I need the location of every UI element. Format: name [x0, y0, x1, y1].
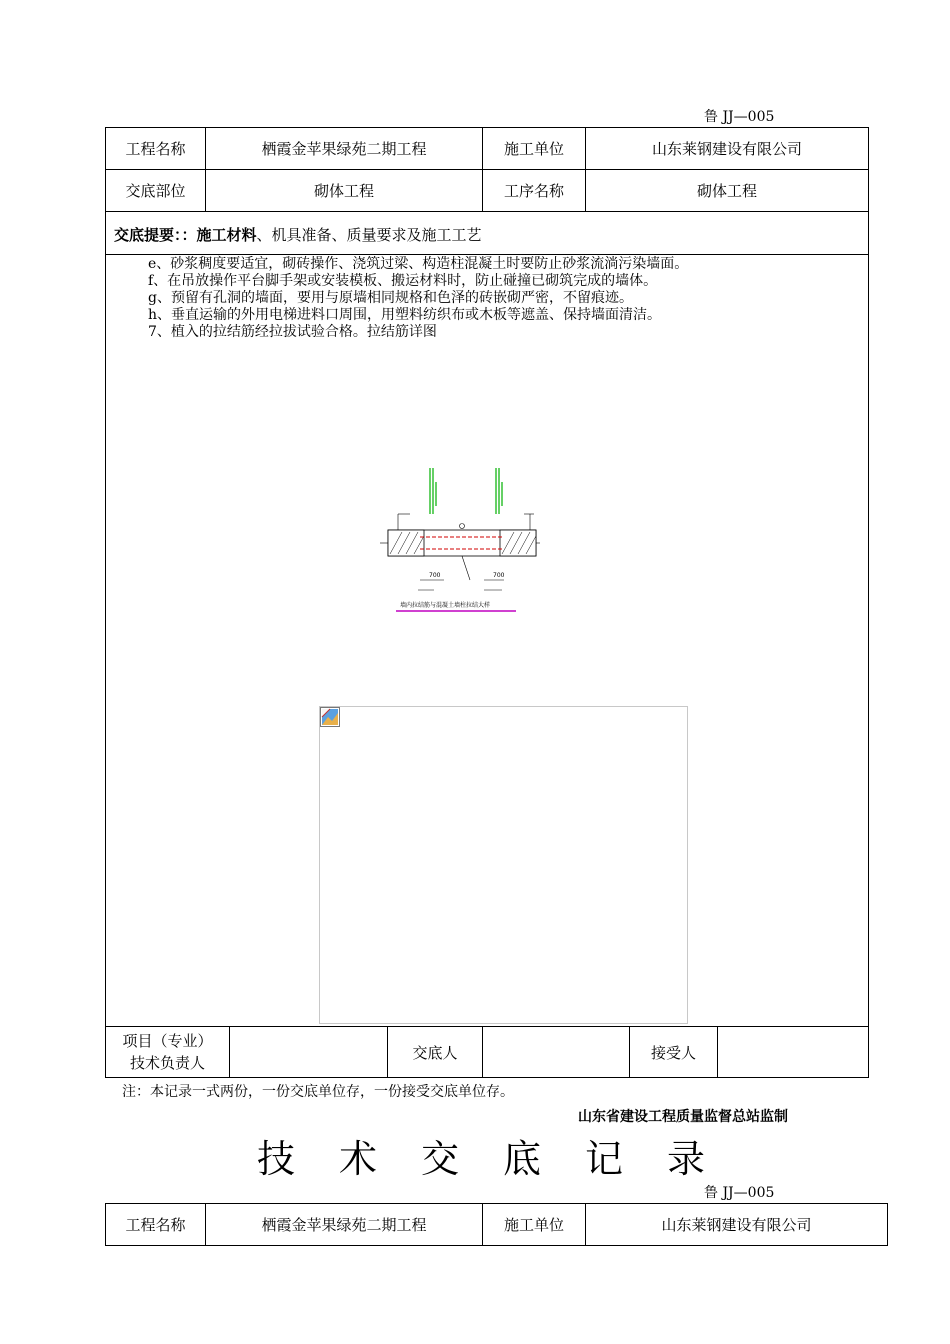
tie-bar-detail-drawing: [380, 462, 540, 618]
broken-image-icon: [320, 707, 340, 727]
part-label: 交底部位: [125, 182, 186, 200]
presenter-signature: [483, 1027, 629, 1077]
title-char: 记: [584, 1137, 623, 1181]
drawing-annotation-left: [430, 468, 436, 514]
image-placeholder: [319, 706, 688, 1024]
dim-right: 700: [493, 572, 505, 579]
summary-label: 交底提要：：: [114, 226, 197, 244]
receiver-label: 接受人: [650, 1043, 696, 1062]
form-code-2: 鲁 JJ—005: [704, 1185, 775, 1201]
contractor-label: 施工单位: [503, 140, 564, 158]
title-char: 交: [420, 1137, 459, 1181]
part-value: 砌体工程: [313, 182, 374, 200]
process-label: 工序名称: [503, 182, 564, 200]
supervisor-org: 山东省建设工程质量监督总站监制: [578, 1109, 788, 1125]
title-char: 录: [666, 1137, 705, 1181]
document-title: [235, 1128, 727, 1183]
receiver-signature: [718, 1027, 868, 1077]
body-line: g、预留有孔洞的墙面，要用与原墙相同规格和色泽的砖嵌砌严密，不留痕迹。: [148, 290, 633, 306]
process-value: 砌体工程: [696, 182, 757, 200]
body-line: 7、植入的拉结筋经拉拔试验合格。拉结筋详图: [148, 324, 437, 340]
summary-line: [114, 224, 482, 245]
body-text: [148, 256, 688, 341]
project-name-label-2: 工程名称: [125, 1216, 186, 1234]
tech-lead-line2: 技术负责人: [129, 1054, 205, 1072]
contractor-value: 山东莱钢建设有限公司: [651, 140, 802, 158]
title-char: 底: [502, 1137, 541, 1181]
title-char: 技: [256, 1137, 295, 1181]
project-name-value-2: 栖霞金苹果绿苑二期工程: [261, 1216, 427, 1234]
body-line: e、砂浆稠度要适宜，砌砖操作、浇筑过梁、构造柱混凝土时要防止砂浆流淌污染墙面。: [148, 256, 689, 272]
drawing-annotation-right: [496, 468, 502, 514]
presenter-label: 交底人: [412, 1043, 458, 1062]
contractor-value-2: 山东莱钢建设有限公司: [661, 1216, 812, 1234]
summary-bold: 施工材料: [196, 226, 257, 244]
drawing-caption: 墙内拉结筋与混凝土墙柱拉结大样: [400, 602, 491, 609]
form-code: 鲁 JJ—005: [704, 109, 775, 125]
contractor-label-2: 施工单位: [503, 1216, 564, 1234]
project-name-label: 工程名称: [125, 140, 186, 158]
tech-lead-label: [106, 1027, 229, 1077]
dim-left: 700: [429, 572, 441, 579]
tech-lead-signature: [230, 1027, 387, 1077]
body-line: h、垂直运输的外用电梯进料口周围，用塑料纺织布或木板等遮盖、保持墙面清洁。: [148, 307, 662, 323]
record-note: 注：本记录一式两份，一份交底单位存，一份接受交底单位存。: [122, 1084, 514, 1100]
project-name-value: 栖霞金苹果绿苑二期工程: [261, 140, 427, 158]
tech-lead-line1: 项目（专业）: [122, 1032, 213, 1050]
body-line: f、在吊放操作平台脚手架或安装模板、搬运材料时，防止碰撞已砌筑完成的墙体。: [148, 273, 658, 289]
summary-rest: 、机具准备、质量要求及施工工艺: [256, 226, 482, 244]
title-char: 术: [338, 1137, 377, 1181]
